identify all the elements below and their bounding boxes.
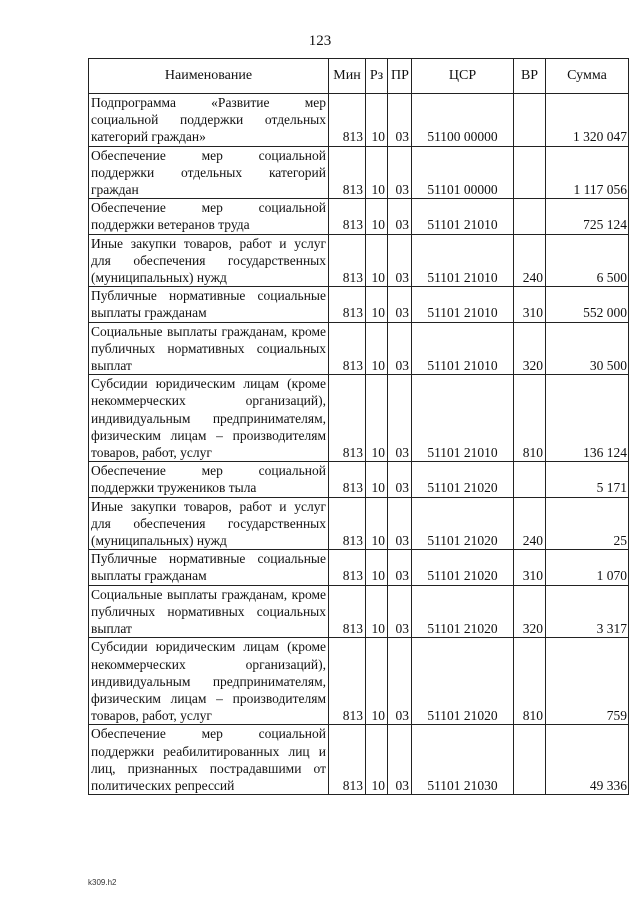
row-csr: 51101 21010 bbox=[412, 375, 514, 462]
row-rz: 10 bbox=[366, 199, 388, 234]
row-csr: 51101 21020 bbox=[412, 638, 514, 725]
row-sum: 136 124 bbox=[546, 375, 629, 462]
footer-code: k309.h2 bbox=[88, 878, 117, 887]
row-sum: 552 000 bbox=[546, 287, 629, 322]
row-vr bbox=[514, 199, 546, 234]
row-vr: 320 bbox=[514, 585, 546, 638]
row-sum: 3 317 bbox=[546, 585, 629, 638]
header-min: Мин bbox=[329, 59, 366, 94]
row-csr: 51101 21020 bbox=[412, 550, 514, 585]
page-number: 123 bbox=[308, 33, 332, 49]
row-sum: 725 124 bbox=[546, 199, 629, 234]
row-rz: 10 bbox=[366, 550, 388, 585]
row-rz: 10 bbox=[366, 638, 388, 725]
budget-table bbox=[88, 58, 629, 795]
row-name: Субсидии юридическим лицам (кроме некоммерческих организаций), индивидуальным предпринимателям, физическим лицам – производителям товаров, работ, услуг bbox=[89, 638, 329, 725]
row-pr: 03 bbox=[388, 94, 412, 147]
row-rz: 10 bbox=[366, 497, 388, 550]
row-rz: 10 bbox=[366, 146, 388, 199]
row-min: 813 bbox=[329, 497, 366, 550]
row-min: 813 bbox=[329, 550, 366, 585]
table-row bbox=[89, 199, 629, 234]
row-name: Иные закупки товаров, работ и услуг для обеспечения государственных (муниципальных) нужд bbox=[89, 234, 329, 287]
row-name: Публичные нормативные социальные выплаты гражданам bbox=[89, 550, 329, 585]
header-vr: ВР bbox=[514, 59, 546, 94]
table-row bbox=[89, 375, 629, 462]
row-rz: 10 bbox=[366, 94, 388, 147]
table-row bbox=[89, 497, 629, 550]
row-vr bbox=[514, 94, 546, 147]
table-row bbox=[89, 287, 629, 322]
header-name: Наименование bbox=[89, 59, 329, 94]
row-sum: 6 500 bbox=[546, 234, 629, 287]
header-rz: Рз bbox=[366, 59, 388, 94]
table-row bbox=[89, 234, 629, 287]
row-sum: 30 500 bbox=[546, 322, 629, 375]
row-sum: 25 bbox=[546, 497, 629, 550]
row-name: Социальные выплаты гражданам, кроме публичных нормативных социальных выплат bbox=[89, 322, 329, 375]
table-row bbox=[89, 585, 629, 638]
row-rz: 10 bbox=[366, 462, 388, 497]
row-vr: 320 bbox=[514, 322, 546, 375]
row-vr bbox=[514, 725, 546, 795]
row-min: 813 bbox=[329, 199, 366, 234]
row-pr: 03 bbox=[388, 497, 412, 550]
row-rz: 10 bbox=[366, 234, 388, 287]
row-csr: 51101 21010 bbox=[412, 322, 514, 375]
row-pr: 03 bbox=[388, 638, 412, 725]
row-min: 813 bbox=[329, 234, 366, 287]
table-row bbox=[89, 638, 629, 725]
header-csr: ЦСР bbox=[412, 59, 514, 94]
table-row bbox=[89, 94, 629, 147]
row-name: Субсидии юридическим лицам (кроме некоммерческих организаций), индивидуальным предпринимателям, физическим лицам – производителям товаров, работ, услуг bbox=[89, 375, 329, 462]
row-pr: 03 bbox=[388, 725, 412, 795]
row-rz: 10 bbox=[366, 375, 388, 462]
row-csr: 51101 21010 bbox=[412, 287, 514, 322]
table-row bbox=[89, 725, 629, 795]
row-sum: 1 117 056 bbox=[546, 146, 629, 199]
row-vr bbox=[514, 462, 546, 497]
row-vr: 810 bbox=[514, 375, 546, 462]
row-pr: 03 bbox=[388, 146, 412, 199]
row-rz: 10 bbox=[366, 322, 388, 375]
table-row bbox=[89, 146, 629, 199]
header-row bbox=[89, 59, 629, 94]
row-sum: 1 070 bbox=[546, 550, 629, 585]
row-vr: 240 bbox=[514, 234, 546, 287]
row-pr: 03 bbox=[388, 585, 412, 638]
table-row bbox=[89, 550, 629, 585]
row-sum: 1 320 047 bbox=[546, 94, 629, 147]
table-row bbox=[89, 462, 629, 497]
header-pr: ПР bbox=[388, 59, 412, 94]
row-name: Обеспечение мер социальной поддержки реабилитированных лиц и лиц, признанных пострадавшими от политических репрессий bbox=[89, 725, 329, 795]
row-pr: 03 bbox=[388, 550, 412, 585]
row-sum: 49 336 bbox=[546, 725, 629, 795]
row-csr: 51101 21010 bbox=[412, 199, 514, 234]
row-pr: 03 bbox=[388, 375, 412, 462]
row-min: 813 bbox=[329, 94, 366, 147]
row-name: Обеспечение мер социальной поддержки ветеранов труда bbox=[89, 199, 329, 234]
row-name: Подпрограмма «Развитие мер социальной поддержки отдельных категорий граждан» bbox=[89, 94, 329, 147]
row-rz: 10 bbox=[366, 585, 388, 638]
row-min: 813 bbox=[329, 725, 366, 795]
row-rz: 10 bbox=[366, 725, 388, 795]
row-pr: 03 bbox=[388, 462, 412, 497]
row-vr: 810 bbox=[514, 638, 546, 725]
row-name: Иные закупки товаров, работ и услуг для обеспечения государственных (муниципальных) нужд bbox=[89, 497, 329, 550]
row-csr: 51100 00000 bbox=[412, 94, 514, 147]
row-rz: 10 bbox=[366, 287, 388, 322]
row-csr: 51101 21020 bbox=[412, 462, 514, 497]
row-pr: 03 bbox=[388, 322, 412, 375]
row-csr: 51101 21030 bbox=[412, 725, 514, 795]
row-vr: 240 bbox=[514, 497, 546, 550]
row-pr: 03 bbox=[388, 234, 412, 287]
row-csr: 51101 21020 bbox=[412, 497, 514, 550]
row-csr: 51101 00000 bbox=[412, 146, 514, 199]
row-pr: 03 bbox=[388, 287, 412, 322]
row-sum: 5 171 bbox=[546, 462, 629, 497]
row-vr: 310 bbox=[514, 550, 546, 585]
row-min: 813 bbox=[329, 585, 366, 638]
row-min: 813 bbox=[329, 638, 366, 725]
row-name: Обеспечение мер социальной поддержки тружеников тыла bbox=[89, 462, 329, 497]
row-name: Публичные нормативные социальные выплаты гражданам bbox=[89, 287, 329, 322]
row-min: 813 bbox=[329, 146, 366, 199]
row-vr: 310 bbox=[514, 287, 546, 322]
row-sum: 759 bbox=[546, 638, 629, 725]
row-csr: 51101 21010 bbox=[412, 234, 514, 287]
row-vr bbox=[514, 146, 546, 199]
row-name: Социальные выплаты гражданам, кроме публичных нормативных социальных выплат bbox=[89, 585, 329, 638]
row-min: 813 bbox=[329, 375, 366, 462]
row-min: 813 bbox=[329, 462, 366, 497]
row-min: 813 bbox=[329, 287, 366, 322]
header-sum: Сумма bbox=[546, 59, 629, 94]
row-name: Обеспечение мер социальной поддержки отдельных категорий граждан bbox=[89, 146, 329, 199]
table-row bbox=[89, 322, 629, 375]
row-min: 813 bbox=[329, 322, 366, 375]
row-pr: 03 bbox=[388, 199, 412, 234]
row-csr: 51101 21020 bbox=[412, 585, 514, 638]
